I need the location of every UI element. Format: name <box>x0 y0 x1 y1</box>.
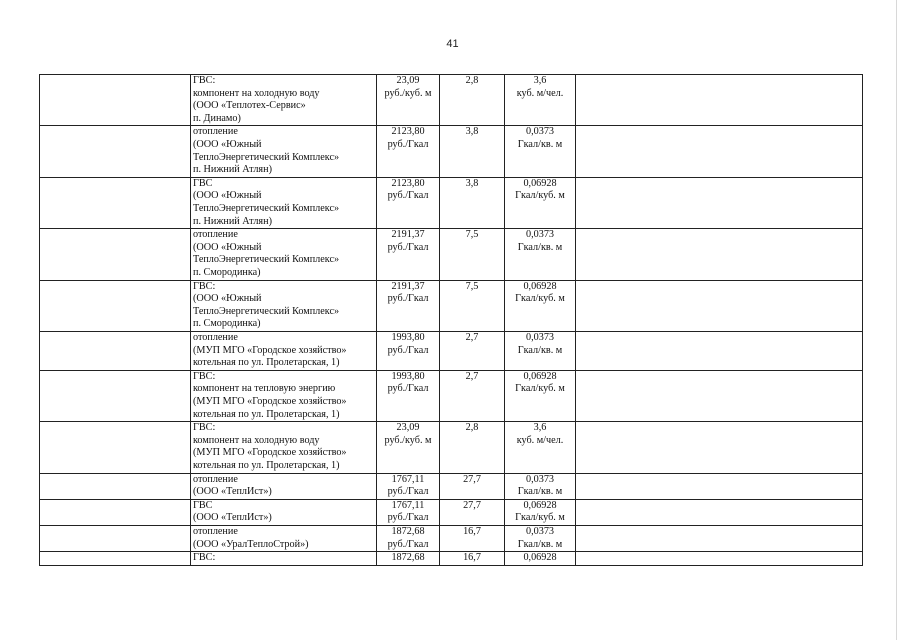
norm-line: Гкал/куб. м <box>515 293 565 305</box>
tariff-cell <box>377 75 440 126</box>
service-description-line: отопление <box>193 229 238 241</box>
table-row <box>40 75 863 126</box>
table-row <box>40 370 863 421</box>
service-description-line: (ООО «Южный <box>193 138 262 150</box>
tariff-cell <box>377 499 440 525</box>
service-description-line: котельная по ул. Пролетарская, 1) <box>193 357 340 369</box>
page-edge-line <box>896 0 897 640</box>
value-cell <box>440 280 505 331</box>
value-cell <box>440 552 505 566</box>
service-description-line: (ООО «Теплотех-Сервис» <box>193 100 306 112</box>
table-row <box>40 499 863 525</box>
table-row <box>40 422 863 473</box>
tariff-cell <box>377 126 440 177</box>
value-text: 2,7 <box>465 370 479 382</box>
tariff-cell <box>377 280 440 331</box>
empty-cell <box>40 525 191 551</box>
norm-line: 0,0373 <box>525 229 554 241</box>
norm-line: 0,06928 <box>523 177 557 189</box>
norm-line: 0,06928 <box>523 499 557 511</box>
service-description-cell <box>191 126 377 177</box>
norm-line: Гкал/куб. м <box>515 512 565 524</box>
table-row <box>40 525 863 551</box>
norm-line: Гкал/кв. м <box>517 538 563 550</box>
norm-cell <box>505 473 576 499</box>
service-description-line: ГВС: <box>193 280 216 292</box>
empty-cell <box>40 75 191 126</box>
norm-line: Гкал/куб. м <box>515 190 565 202</box>
empty-cell <box>40 177 191 228</box>
service-description-line: ТеплоЭнергетический Комплекс» <box>193 305 340 317</box>
value-text: 3,8 <box>465 126 479 138</box>
tariff-line: руб./Гкал <box>387 138 429 150</box>
table-row <box>40 280 863 331</box>
tariff-line: 2191,37 <box>391 229 425 241</box>
service-description-line: (ООО «ТеплИст») <box>193 512 272 524</box>
tariff-cell <box>377 422 440 473</box>
service-description-cell <box>191 229 377 280</box>
tariff-line: 2191,37 <box>391 280 425 292</box>
service-description-line: ГВС <box>193 499 213 511</box>
table-row <box>40 229 863 280</box>
value-text: 2,7 <box>465 331 479 343</box>
tariff-table <box>39 74 863 566</box>
norm-cell <box>505 422 576 473</box>
norm-line: Гкал/кв. м <box>517 138 563 150</box>
tariff-line: руб./Гкал <box>387 486 429 498</box>
value-text: 27,7 <box>463 473 481 485</box>
empty-cell <box>576 331 863 370</box>
tariff-cell <box>377 177 440 228</box>
tariff-cell <box>377 552 440 566</box>
service-description-line: ГВС <box>193 177 213 189</box>
table-row <box>40 473 863 499</box>
empty-cell <box>40 229 191 280</box>
norm-line: Гкал/кв. м <box>517 241 563 253</box>
service-description-line: ГВС: <box>193 422 216 434</box>
service-description-cell <box>191 75 377 126</box>
service-description-line: п. Динамо) <box>193 112 241 124</box>
norm-line: 0,0373 <box>525 473 554 485</box>
service-description-line: п. Нижний Атлян) <box>193 164 272 176</box>
tariff-line: руб./Гкал <box>387 512 429 524</box>
value-text: 2,8 <box>465 422 479 434</box>
service-description-line: отопление <box>193 126 238 138</box>
norm-cell <box>505 370 576 421</box>
empty-cell <box>576 370 863 421</box>
empty-cell <box>40 422 191 473</box>
value-cell <box>440 229 505 280</box>
empty-cell <box>40 499 191 525</box>
service-description-line: компонент на холодную воду <box>193 87 320 99</box>
value-cell <box>440 370 505 421</box>
norm-line: куб. м/чел. <box>516 434 564 446</box>
norm-cell <box>505 177 576 228</box>
norm-line: Гкал/куб. м <box>515 383 565 395</box>
service-description-line: (МУП МГО «Городское хозяйство» <box>193 395 347 407</box>
tariff-line: 1872,68 <box>391 552 425 564</box>
norm-line: 0,0373 <box>525 525 554 537</box>
service-description-line: компонент на тепловую энергию <box>193 383 336 395</box>
norm-cell <box>505 552 576 566</box>
empty-cell <box>40 552 191 566</box>
norm-line: Гкал/кв. м <box>517 344 563 356</box>
value-cell <box>440 331 505 370</box>
service-description-line: (ООО «ТеплИст») <box>193 486 272 498</box>
empty-cell <box>576 525 863 551</box>
value-cell <box>440 177 505 228</box>
empty-cell <box>40 331 191 370</box>
value-cell <box>440 525 505 551</box>
tariff-line: 23,09 <box>396 422 420 434</box>
service-description-line: п. Смородинка) <box>193 266 261 278</box>
service-description-cell <box>191 552 377 566</box>
tariff-cell <box>377 525 440 551</box>
value-text: 7,5 <box>465 280 479 292</box>
service-description-line: отопление <box>193 331 238 343</box>
service-description-line: ГВС: <box>193 370 216 382</box>
norm-cell <box>505 75 576 126</box>
service-description-cell <box>191 331 377 370</box>
value-text: 2,8 <box>465 75 479 86</box>
service-description-line: компонент на холодную воду <box>193 434 320 446</box>
value-cell <box>440 75 505 126</box>
empty-cell <box>40 126 191 177</box>
norm-line: 3,6 <box>533 422 547 434</box>
tariff-line: 1993,80 <box>391 331 425 343</box>
tariff-line: руб./Гкал <box>387 344 429 356</box>
tariff-line: руб./куб. м <box>384 434 432 446</box>
value-text: 16,7 <box>463 525 481 537</box>
norm-line: Гкал/кв. м <box>517 486 563 498</box>
empty-cell <box>40 473 191 499</box>
service-description-line: п. Смородинка) <box>193 318 261 330</box>
tariff-line: 23,09 <box>396 75 420 86</box>
value-cell <box>440 499 505 525</box>
tariff-line: руб./Гкал <box>387 293 429 305</box>
tariff-line: 1872,68 <box>391 525 425 537</box>
value-cell <box>440 126 505 177</box>
service-description-line: п. Нижний Атлян) <box>193 215 272 227</box>
tariff-cell <box>377 331 440 370</box>
empty-cell <box>576 552 863 566</box>
table-row <box>40 331 863 370</box>
norm-line: 0,06928 <box>523 280 557 292</box>
tariff-line: 1767,11 <box>391 499 425 511</box>
empty-cell <box>40 280 191 331</box>
tariff-line: руб./Гкал <box>387 241 429 253</box>
value-cell <box>440 422 505 473</box>
page-number: 41 <box>446 38 459 50</box>
service-description-line: (ООО «Южный <box>193 241 262 253</box>
norm-cell <box>505 126 576 177</box>
empty-cell <box>576 422 863 473</box>
service-description-cell <box>191 280 377 331</box>
empty-cell <box>576 473 863 499</box>
service-description-line: ТеплоЭнергетический Комплекс» <box>193 254 340 266</box>
table-row <box>40 552 863 566</box>
tariff-line: руб./Гкал <box>387 190 429 202</box>
tariff-line: 2123,80 <box>391 177 425 189</box>
empty-cell <box>576 229 863 280</box>
empty-cell <box>40 370 191 421</box>
norm-line: 0,0373 <box>525 331 554 343</box>
service-description-line: ГВС: <box>193 552 216 564</box>
tariff-cell <box>377 370 440 421</box>
table-row <box>40 126 863 177</box>
service-description-line: ТеплоЭнергетический Комплекс» <box>193 151 340 163</box>
empty-cell <box>576 126 863 177</box>
tariff-line: руб./Гкал <box>387 538 429 550</box>
service-description-line: (ООО «Южный <box>193 293 262 305</box>
tariff-table-body <box>40 75 863 566</box>
tariff-line: 1767,11 <box>391 473 425 485</box>
norm-cell <box>505 229 576 280</box>
tariff-line: 1993,80 <box>391 370 425 382</box>
value-text: 27,7 <box>463 499 481 511</box>
service-description-line: (ООО «Южный <box>193 190 262 202</box>
service-description-line: (МУП МГО «Городское хозяйство» <box>193 344 347 356</box>
norm-cell <box>505 499 576 525</box>
table-row <box>40 177 863 228</box>
norm-cell <box>505 280 576 331</box>
value-text: 16,7 <box>463 552 481 564</box>
service-description-line: ГВС: <box>193 75 216 86</box>
value-cell <box>440 473 505 499</box>
tariff-line: руб./куб. м <box>384 87 432 99</box>
empty-cell <box>576 177 863 228</box>
tariff-line: 2123,80 <box>391 126 425 138</box>
norm-line: 0,0373 <box>525 126 554 138</box>
service-description-line: котельная по ул. Пролетарская, 1) <box>193 459 340 471</box>
norm-cell <box>505 331 576 370</box>
value-text: 3,8 <box>465 177 479 189</box>
norm-line: 3,6 <box>533 75 547 86</box>
norm-line: куб. м/чел. <box>516 87 564 99</box>
service-description-cell <box>191 525 377 551</box>
norm-line: 0,06928 <box>523 552 557 564</box>
norm-line: 0,06928 <box>523 370 557 382</box>
empty-cell <box>576 75 863 126</box>
empty-cell <box>576 499 863 525</box>
service-description-cell <box>191 370 377 421</box>
service-description-line: котельная по ул. Пролетарская, 1) <box>193 408 340 420</box>
service-description-line: (ООО «УралТеплоСтрой») <box>193 538 309 550</box>
service-description-cell <box>191 422 377 473</box>
norm-cell <box>505 525 576 551</box>
empty-cell <box>576 280 863 331</box>
service-description-line: ТеплоЭнергетический Комплекс» <box>193 202 340 214</box>
tariff-cell <box>377 229 440 280</box>
service-description-cell <box>191 473 377 499</box>
service-description-line: (МУП МГО «Городское хозяйство» <box>193 447 347 459</box>
tariff-cell <box>377 473 440 499</box>
service-description-cell <box>191 177 377 228</box>
service-description-line: отопление <box>193 525 238 537</box>
tariff-line: руб./Гкал <box>387 383 429 395</box>
service-description-cell <box>191 499 377 525</box>
value-text: 7,5 <box>465 229 479 241</box>
service-description-line: отопление <box>193 473 238 485</box>
